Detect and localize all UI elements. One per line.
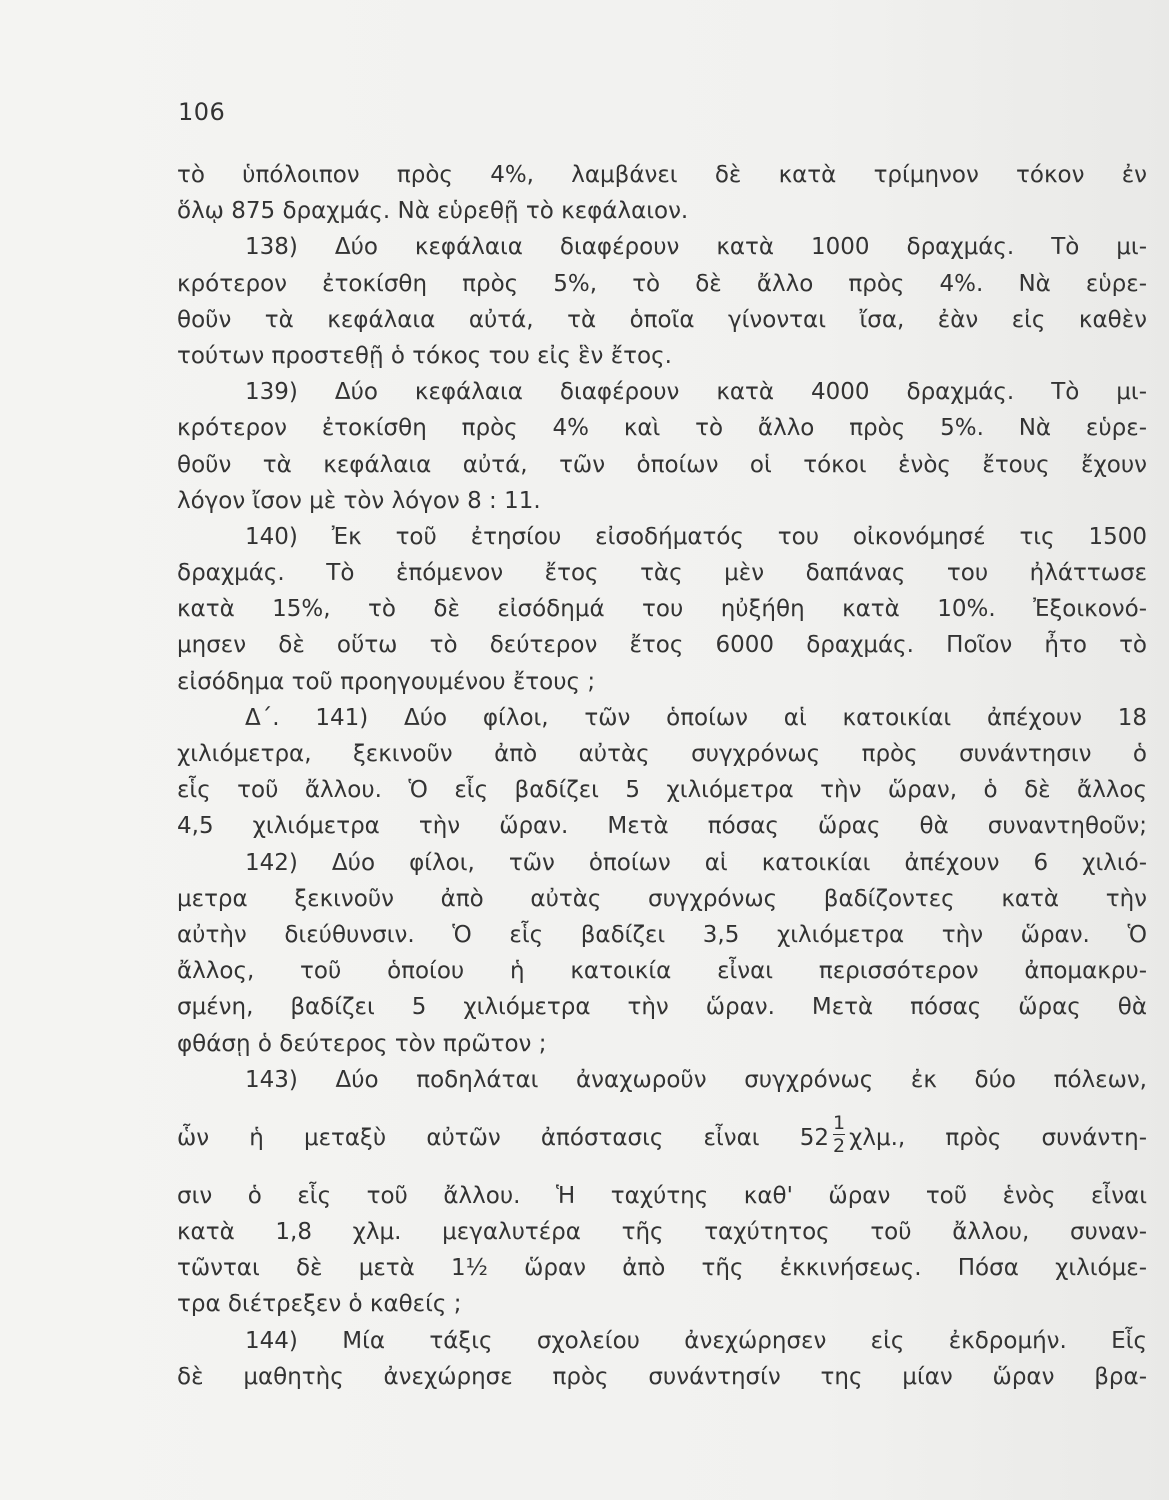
text-line-with-fraction (177, 1098, 1147, 1178)
text-line: μετρα ξεκινοῦν ἀπὸ αὐτὰς συγχρόνως βαδίζοντες κατὰ τὴν (177, 885, 1147, 912)
text-line: τῶνται δὲ μετὰ 1½ ὥραν ἀπὸ τῆς ἐκκινήσεως. Πόσα χιλιόμε- (177, 1255, 1147, 1282)
text-line: δὲ μαθητὴς ἀνεχώρησε πρὸς συνάντησίν της μίαν ὥραν βρα- (177, 1363, 1147, 1390)
text-line: εἰσόδημα τοῦ προηγουμένου ἔτους ; (177, 668, 596, 695)
text-line: λόγον ἴσον μὲ τὸν λόγον 8 : 11. (177, 487, 541, 514)
text-line: κατὰ 1,8 χλμ. μεγαλυτέρα τῆς ταχύτητος τοῦ ἄλλου, συναν- (177, 1219, 1147, 1246)
text-line: κρότερον ἐτοκίσθη πρὸς 5%, τὸ δὲ ἄλλο πρὸς 4%. Νὰ εὑρε- (177, 270, 1147, 297)
text-line: τρα διέτρεξεν ὁ καθείς ; (177, 1291, 462, 1318)
text-line: αὐτὴν διεύθυνσιν. Ὁ εἷς βαδίζει 3,5 χιλιόμετρα τὴν ὥραν. Ὁ (177, 921, 1147, 948)
text-line: Δ΄. 141) Δύο φίλοι, τῶν ὁποίων αἱ κατοικίαι ἀπέχουν 18 (245, 704, 1147, 731)
page-number: 106 (178, 98, 226, 126)
text-line: τὸ ὑπόλοιπον πρὸς 4%, λαμβάνει δὲ κατὰ τρίμηνον τόκον ἐν (177, 162, 1147, 188)
text-line: σμένη, βαδίζει 5 χιλιόμετρα τὴν ὥραν. Μετὰ πόσας ὥρας θὰ (177, 994, 1147, 1021)
text-block (177, 157, 1147, 1395)
text-line: μησεν δὲ οὕτω τὸ δεύτερον ἔτος 6000 δραχμάς. Ποῖον ἦτο τὸ (177, 632, 1147, 659)
text-line: θοῦν τὰ κεφάλαια αὐτά, τὰ ὁποῖα γίνονται ἴσα, ἐὰν εἰς καθὲν (177, 306, 1147, 333)
fraction (833, 1112, 845, 1157)
paragraph-continuation (177, 157, 1147, 229)
problem-140 (177, 519, 1147, 700)
problem-142 (177, 845, 1147, 1062)
text-line: 143) Δύο ποδηλάται ἀναχωροῦν συγχρόνως ἐκ δύο πόλεων, (245, 1066, 1147, 1093)
text-line: 139) Δύο κεφάλαια διαφέρουν κατὰ 4000 δραχμάς. Τὸ μι- (245, 379, 1147, 406)
text-line: 140) Ἐκ τοῦ ἐτησίου εἰσοδήματός του οἰκονόμησέ τις 1500 (245, 523, 1147, 550)
text-segment: ὧν ἡ μεταξὺ αὐτῶν ἀπόστασις εἶναι 52 (177, 1124, 829, 1151)
problem-144 (177, 1323, 1147, 1395)
text-line: δραχμάς. Τὸ ἑπόμενον ἔτος τὰς μὲν δαπάνας του ἠλάττωσε (177, 560, 1147, 587)
problem-143 (177, 1062, 1147, 1323)
text-line: ἄλλος, τοῦ ὁποίου ἡ κατοικία εἶναι περισσότερον ἀπομακρυ- (177, 958, 1147, 985)
text-line: 4,5 χιλιόμετρα τὴν ὥραν. Μετὰ πόσας ὥρας θὰ συναντηθοῦν; (177, 813, 1147, 840)
text-line: φθάσῃ ὁ δεύτερος τὸν πρῶτον ; (177, 1030, 547, 1057)
text-line: τούτων προστεθῇ ὁ τόκος του εἰς ἓν ἔτος. (177, 342, 672, 369)
text-line: χιλιόμετρα, ξεκινοῦν ἀπὸ αὐτὰς συγχρόνως πρὸς συνάντησιν ὁ (177, 741, 1147, 767)
problem-138 (177, 229, 1147, 374)
text-line: 144) Μία τάξις σχολείου ἀνεχώρησεν εἰς ἐκδρομήν. Εἷς (245, 1327, 1147, 1354)
text-segment: χλμ., πρὸς συνάντη- (849, 1124, 1147, 1151)
text-line: σιν ὁ εἷς τοῦ ἄλλου. Ἡ ταχύτης καθ' ὥραν τοῦ ἑνὸς εἶναι (177, 1182, 1147, 1209)
text-line: κρότερον ἐτοκίσθη πρὸς 4% καὶ τὸ ἄλλο πρὸς 5%. Νὰ εὑρε- (177, 415, 1147, 442)
problem-141 (177, 700, 1147, 845)
text-line: ὅλῳ 875 δραχμάς. Νὰ εὑρεθῇ τὸ κεφάλαιον. (177, 198, 689, 225)
text-line: θοῦν τὰ κεφάλαια αὐτά, τῶν ὁποίων οἱ τόκοι ἑνὸς ἔτους ἔχουν (177, 451, 1147, 478)
text-line: κατὰ 15%, τὸ δὲ εἰσόδημά του ηὐξήθη κατὰ 10%. Ἐξοικονό- (177, 596, 1147, 623)
text-line: 138) Δύο κεφάλαια διαφέρουν κατὰ 1000 δραχμάς. Τὸ μι- (245, 234, 1147, 261)
fraction-denominator: 2 (832, 1134, 846, 1157)
fraction-numerator: 1 (832, 1111, 846, 1134)
text-line: 142) Δύο φίλοι, τῶν ὁποίων αἱ κατοικίαι ἀπέχουν 6 χιλιό- (245, 849, 1147, 876)
text-line: εἷς τοῦ ἄλλου. Ὁ εἷς βαδίζει 5 χιλιόμετρα τὴν ὥραν, ὁ δὲ ἄλλος (177, 777, 1147, 804)
problem-139 (177, 374, 1147, 519)
